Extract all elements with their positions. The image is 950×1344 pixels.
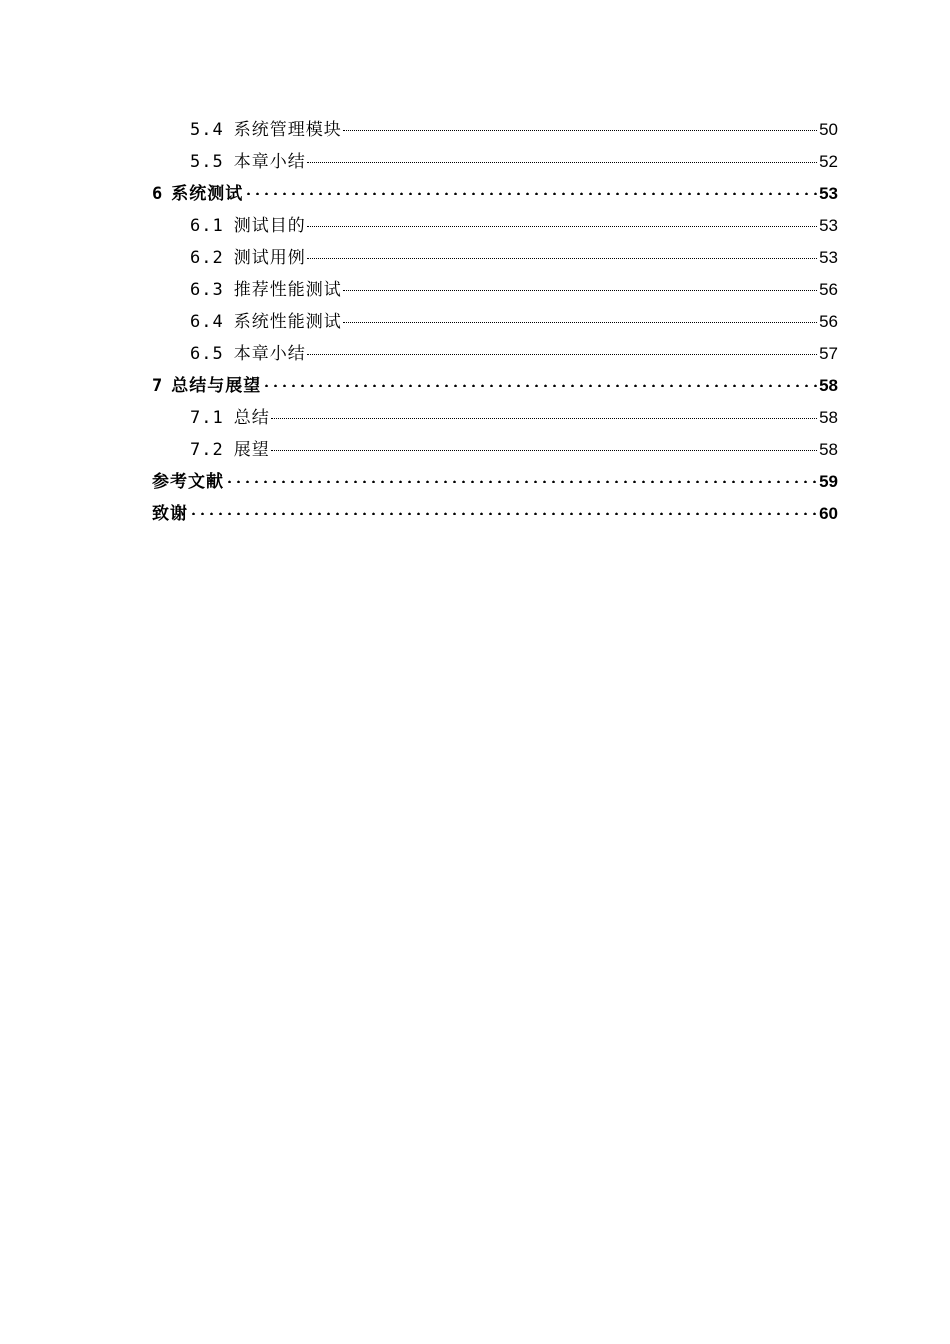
toc-entry-number: 7 xyxy=(152,376,164,396)
toc-entry-title: 本章小结 xyxy=(233,344,306,364)
toc-dot-leader xyxy=(244,185,817,195)
toc-dot-leader xyxy=(307,248,817,259)
toc-dot-leader xyxy=(262,377,817,387)
toc-entry[interactable] xyxy=(152,274,838,306)
toc-entry-page: 58 xyxy=(819,376,838,395)
toc-entry-page: 56 xyxy=(819,312,838,331)
toc-entry-title: 总结与展望 xyxy=(171,376,262,396)
toc-references-entry[interactable] xyxy=(152,466,838,498)
toc-dot-leader xyxy=(343,120,817,131)
toc-entry-number: 6.1 xyxy=(190,216,224,236)
toc-entry-number: 5.4 xyxy=(190,120,224,140)
toc-entry[interactable] xyxy=(152,306,838,338)
toc-dot-leader xyxy=(225,473,817,483)
toc-entry-page: 50 xyxy=(819,120,838,139)
toc-entry-title: 测试用例 xyxy=(233,248,306,268)
toc-entry[interactable] xyxy=(152,402,838,434)
toc-chapter-entry[interactable] xyxy=(152,178,838,210)
toc-entry[interactable] xyxy=(152,434,838,466)
toc-entry-title: 总结 xyxy=(233,408,270,428)
toc-entry-title: 展望 xyxy=(233,440,270,460)
toc-entry-title: 本章小结 xyxy=(233,152,306,172)
toc-entry-number: 6.3 xyxy=(190,280,224,300)
toc-dot-leader xyxy=(307,216,817,227)
toc-entry-page: 53 xyxy=(819,216,838,235)
toc-entry-number: 6.2 xyxy=(190,248,224,268)
toc-entry-title: 致谢 xyxy=(152,504,188,524)
toc-entry-page: 52 xyxy=(819,152,838,171)
toc-entry-page: 56 xyxy=(819,280,838,299)
toc-dot-leader xyxy=(307,152,817,163)
toc-entry-page: 53 xyxy=(819,184,838,203)
toc-dot-leader xyxy=(271,440,817,451)
toc-entry-number: 6 xyxy=(152,184,164,204)
toc-entry-number: 6.5 xyxy=(190,344,224,364)
toc-dot-leader xyxy=(271,408,817,419)
toc-entry-title: 系统性能测试 xyxy=(233,312,342,332)
toc-entry-number: 7.2 xyxy=(190,440,224,460)
toc-chapter-entry[interactable] xyxy=(152,370,838,402)
toc-entry-title: 系统管理模块 xyxy=(233,120,342,140)
toc-entry[interactable] xyxy=(152,114,838,146)
toc-entry-number: 6.4 xyxy=(190,312,224,332)
toc-dot-leader xyxy=(343,312,817,323)
toc-entry[interactable] xyxy=(152,146,838,178)
toc-entry-page: 59 xyxy=(819,472,838,491)
toc-entry-title: 测试目的 xyxy=(233,216,306,236)
toc-entry-title: 推荐性能测试 xyxy=(233,280,342,300)
table-of-contents xyxy=(152,114,838,530)
toc-dot-leader xyxy=(189,505,817,515)
toc-entry-title: 系统测试 xyxy=(171,184,244,204)
toc-dot-leader xyxy=(343,280,817,291)
toc-entry-page: 57 xyxy=(819,344,838,363)
toc-entry-page: 60 xyxy=(819,504,838,523)
toc-acknowledgements-entry[interactable] xyxy=(152,498,838,530)
toc-entry[interactable] xyxy=(152,242,838,274)
toc-entry-number: 5.5 xyxy=(190,152,224,172)
toc-entry-page: 58 xyxy=(819,408,838,427)
toc-entry-page: 58 xyxy=(819,440,838,459)
toc-dot-leader xyxy=(307,344,817,355)
toc-entry[interactable] xyxy=(152,338,838,370)
toc-entry-number: 7.1 xyxy=(190,408,224,428)
toc-entry-page: 53 xyxy=(819,248,838,267)
toc-entry[interactable] xyxy=(152,210,838,242)
toc-entry-title: 参考文献 xyxy=(152,472,224,492)
